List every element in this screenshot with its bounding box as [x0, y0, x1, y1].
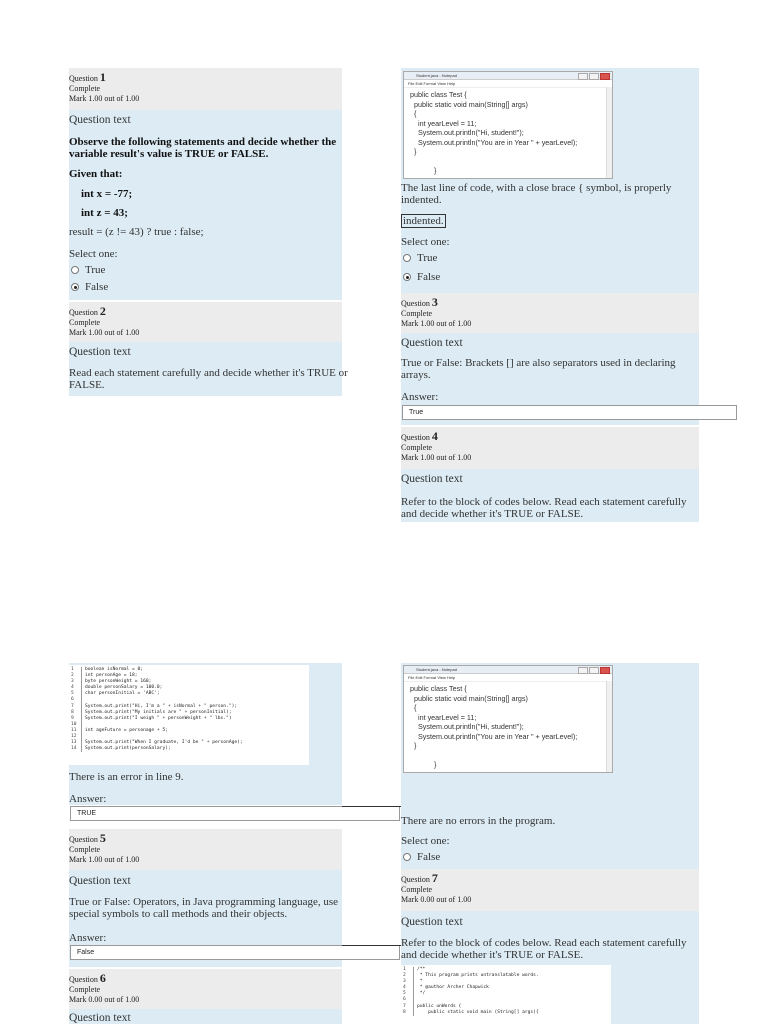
q1-option-true-label: True — [85, 264, 106, 276]
q2-number: 2 — [99, 304, 106, 318]
notepad-code-line — [410, 751, 606, 761]
q6-label: Question — [69, 975, 98, 984]
notepad-code-line: int yearLevel = 11; — [410, 712, 477, 722]
divider-line — [342, 945, 401, 946]
q6-option-false[interactable] — [403, 851, 440, 863]
q3-info — [401, 293, 699, 333]
q4-info — [401, 427, 699, 469]
q2-select-one: Select one: — [401, 236, 450, 248]
q3-label: Question — [401, 299, 430, 308]
q1-mark: Mark 1.00 out of 1.00 — [69, 94, 140, 103]
q1-option-false-label: False — [85, 281, 109, 293]
q5-answer-input[interactable]: False — [70, 945, 400, 960]
line-number: 7 — [71, 703, 74, 709]
notepad-code-line: public class Test { — [410, 90, 467, 99]
notepad-1-window-buttons — [578, 73, 610, 80]
q1-line-x: int x = -77; — [81, 188, 133, 200]
q5-answer-label: Answer: — [69, 932, 107, 944]
notepad-code-line: public static void main(String[] args) — [410, 693, 528, 703]
q5-info — [69, 829, 342, 870]
q2-status: Complete — [69, 318, 101, 327]
q2-prompt: Read each statement carefully and decide whether it's TRUE or FALSE. — [69, 367, 348, 391]
q4-status: Complete — [401, 443, 433, 452]
q6-qtext-title: Question text — [69, 1012, 131, 1024]
line-number: 2 — [403, 973, 406, 979]
notepad-window-1 — [403, 71, 613, 179]
q5-number: 5 — [99, 831, 106, 845]
q7-info — [401, 869, 699, 911]
line-code: char personInitial = 'ABC'; — [81, 691, 307, 697]
q2-option-false-label: False — [417, 271, 441, 283]
q1-radio-true[interactable] — [71, 266, 79, 274]
q7-prompt: Refer to the block of codes below. Read each statement carefully and decide whether it's TRUE or FALSE. — [401, 937, 687, 961]
q5-prompt: True or False: Operators, in Java programming language, use special symbols to call methods and their objects. — [69, 896, 339, 920]
q4-prompt: Refer to the block of codes below. Read each statement carefully and decide whether it's TRUE or FALSE. — [401, 496, 687, 520]
line-code: int ageFuture = personage + 5; — [81, 728, 307, 734]
line-number: 6 — [403, 997, 406, 1003]
q4-statement: There is an error in line 9. — [69, 771, 184, 783]
line-code: * — [413, 979, 609, 985]
q2-option-true-label: True — [417, 252, 438, 264]
divider-line — [342, 806, 401, 807]
q3-answer-label: Answer: — [401, 391, 439, 403]
close-icon[interactable] — [600, 73, 610, 80]
line-code: * This program prints untranslatable words. — [413, 973, 609, 979]
q2-boxed-word: indented. — [403, 215, 444, 227]
q6-status: Complete — [69, 985, 101, 994]
q3-answer-input[interactable]: True — [402, 405, 737, 420]
line-number: 1 — [71, 667, 74, 672]
q6-number: 6 — [99, 971, 106, 985]
line-number: 5 — [71, 691, 74, 697]
line-code: public static void main (String[] args){ — [413, 1010, 609, 1016]
q2-qtext-title: Question text — [69, 346, 131, 358]
q7-qtext-title: Question text — [401, 916, 463, 928]
notepad-code-line: } — [410, 147, 417, 156]
notepad-code-line: System.out.println("You are in Year " + yearLevel); — [410, 137, 578, 147]
notepad-code-line: } — [410, 741, 417, 750]
code-block-1 — [69, 665, 309, 765]
q5-label: Question — [69, 835, 98, 844]
notepad-code-line: public static void main(String[] args) — [410, 99, 528, 109]
line-code: int personAge = 18; — [81, 673, 307, 679]
notepad-code-line: { — [410, 109, 417, 118]
q3-qtext-title: Question text — [401, 337, 463, 349]
q6-select-one: Select one: — [401, 835, 450, 847]
q7-label: Question — [401, 875, 430, 884]
line-number: 3 — [403, 979, 406, 985]
q7-number: 7 — [431, 871, 438, 885]
line-number: 10 — [71, 721, 77, 727]
line-number: 8 — [403, 1009, 406, 1015]
line-number: 5 — [403, 991, 406, 997]
line-code: * @author Archer Chapwick — [413, 985, 609, 991]
line-number: 3 — [71, 679, 74, 685]
notepad-1-menu: File Edit Format View Help — [404, 80, 612, 88]
q2-content — [69, 342, 348, 396]
q1-select-one: Select one: — [69, 248, 118, 260]
line-code: System.out.print("My initials are " + personInitial); — [81, 710, 307, 716]
q4-number: 4 — [431, 429, 438, 443]
q7-mark: Mark 0.00 out of 1.00 — [401, 895, 472, 904]
q2-option-true[interactable] — [403, 252, 437, 264]
line-number: 9 — [71, 715, 74, 721]
q3-mark: Mark 1.00 out of 1.00 — [401, 319, 472, 328]
notepad-2-title: Student.java - Notepad — [416, 667, 457, 672]
line-number: 8 — [71, 709, 74, 715]
q4-content — [401, 469, 699, 522]
notepad-code-line: System.out.println("Hi, student!"); — [410, 722, 524, 731]
q1-given: Given that: — [69, 168, 123, 180]
q4-mark: Mark 1.00 out of 1.00 — [401, 453, 472, 462]
line-code: public unWords { — [413, 1004, 609, 1010]
q4-left-content — [69, 663, 342, 805]
line-number: 2 — [71, 673, 74, 679]
q5-qtext-title: Question text — [69, 875, 131, 887]
line-code: boolean isNormal = 0; — [81, 667, 307, 673]
q6-statement: There are no errors in the program. — [401, 815, 556, 827]
line-number: 4 — [71, 685, 74, 691]
line-code: */ — [413, 991, 609, 997]
q4-answer-label: Answer: — [69, 793, 107, 805]
q1-info — [69, 68, 342, 110]
maximize-icon[interactable] — [589, 73, 599, 80]
notepad-code-line: } — [410, 166, 437, 175]
q1-option-false[interactable] — [71, 281, 108, 293]
line-number: 1 — [403, 967, 406, 972]
line-number: 13 — [71, 740, 77, 746]
q2-radio-false[interactable] — [403, 273, 411, 281]
line-code: System.out.print("When I graduate, I'd be " + personAge); — [81, 740, 307, 746]
q1-line-z: int z = 43; — [81, 207, 128, 219]
q2-option-false[interactable] — [403, 271, 440, 283]
close-icon[interactable] — [600, 667, 610, 674]
q3-number: 3 — [431, 295, 438, 309]
q2-label: Question — [69, 308, 98, 317]
q5-status: Complete — [69, 845, 101, 854]
line-code: double personSalary = 100.0; — [81, 685, 307, 691]
notepad-2-body — [404, 682, 612, 772]
line-number: 14 — [71, 746, 77, 752]
q1-content — [69, 110, 342, 300]
notepad-2-titlebar — [404, 666, 612, 674]
q5-mark: Mark 1.00 out of 1.00 — [69, 855, 140, 864]
notepad-1-titlebar — [404, 72, 612, 80]
notepad-code-line: System.out.println("You are in Year " + yearLevel); — [410, 731, 578, 741]
line-code: System.out.print(personSalary); — [81, 746, 307, 752]
line-number: 6 — [71, 697, 74, 703]
code-line — [71, 746, 307, 752]
q2-info — [69, 302, 342, 342]
line-code: /** — [413, 967, 609, 973]
notepad-1-title: Student.java - Notepad — [416, 73, 457, 78]
q1-option-true[interactable] — [71, 264, 105, 276]
line-code: System.out.print("I weigh " + personWeight + " lbs.") — [81, 716, 307, 722]
q7-content — [401, 911, 699, 1024]
notepad-1-body — [404, 88, 612, 178]
line-number: 4 — [403, 985, 406, 991]
code-line — [403, 1010, 609, 1016]
q2-statement: The last line of code, with a close brace { symbol, is properly indented. — [401, 182, 672, 206]
notepad-code-line: int yearLevel = 11; — [410, 118, 477, 128]
q1-label: Question — [69, 74, 98, 83]
q4-qtext-title: Question text — [401, 473, 463, 485]
maximize-icon[interactable] — [589, 667, 599, 674]
q6-option-false-label: False — [417, 851, 441, 863]
line-code: System.out.print("Hi, I'm a " + isNormal + " person."); — [81, 704, 307, 710]
notepad-2-window-buttons — [578, 667, 610, 674]
notepad-2-scrollbar[interactable] — [606, 681, 612, 772]
code-block-2 — [401, 965, 611, 1024]
q2-radio-true[interactable] — [403, 254, 411, 262]
notepad-2-menu: File Edit Format View Help — [404, 674, 612, 682]
q2-mark: Mark 1.00 out of 1.00 — [69, 328, 140, 337]
notepad-code-line: { — [410, 703, 417, 712]
line-number: 12 — [71, 734, 77, 740]
q1-status: Complete — [69, 84, 101, 93]
q1-result: result = (z != 43) ? true : false; — [69, 226, 204, 238]
notepad-window-2 — [403, 665, 613, 773]
q7-status: Complete — [401, 885, 433, 894]
notepad-code-line — [410, 157, 606, 167]
q1-number: 1 — [99, 70, 106, 84]
q1-qtext-title: Question text — [69, 114, 131, 126]
q6-right-content — [401, 663, 699, 869]
q4-label: Question — [401, 433, 430, 442]
q3-prompt: True or False: Brackets [] are also separators used in declaring arrays. — [401, 357, 676, 381]
notepad-1-scrollbar[interactable] — [606, 87, 612, 178]
q6-radio-false[interactable] — [403, 853, 411, 861]
q6-content — [69, 1009, 342, 1024]
q6-info — [69, 969, 342, 1009]
line-number: 7 — [403, 1003, 406, 1009]
q1-prompt: Observe the following statements and decide whether the variable result's value is TRUE or FALSE. — [69, 136, 337, 160]
q3-status: Complete — [401, 309, 433, 318]
q6-mark: Mark 0.00 out of 1.00 — [69, 995, 140, 1004]
notepad-code-line: System.out.println("Hi, student!"); — [410, 128, 524, 137]
notepad-code-line: } — [410, 760, 437, 769]
notepad-code-line: public class Test { — [410, 684, 467, 693]
q2-right-content — [401, 68, 699, 293]
q4-answer-input[interactable]: TRUE — [70, 806, 400, 821]
line-number: 11 — [71, 727, 77, 733]
q1-radio-false[interactable] — [71, 283, 79, 291]
line-code: byte personWeight = 160; — [81, 679, 307, 685]
minimize-icon[interactable] — [578, 667, 588, 674]
minimize-icon[interactable] — [578, 73, 588, 80]
